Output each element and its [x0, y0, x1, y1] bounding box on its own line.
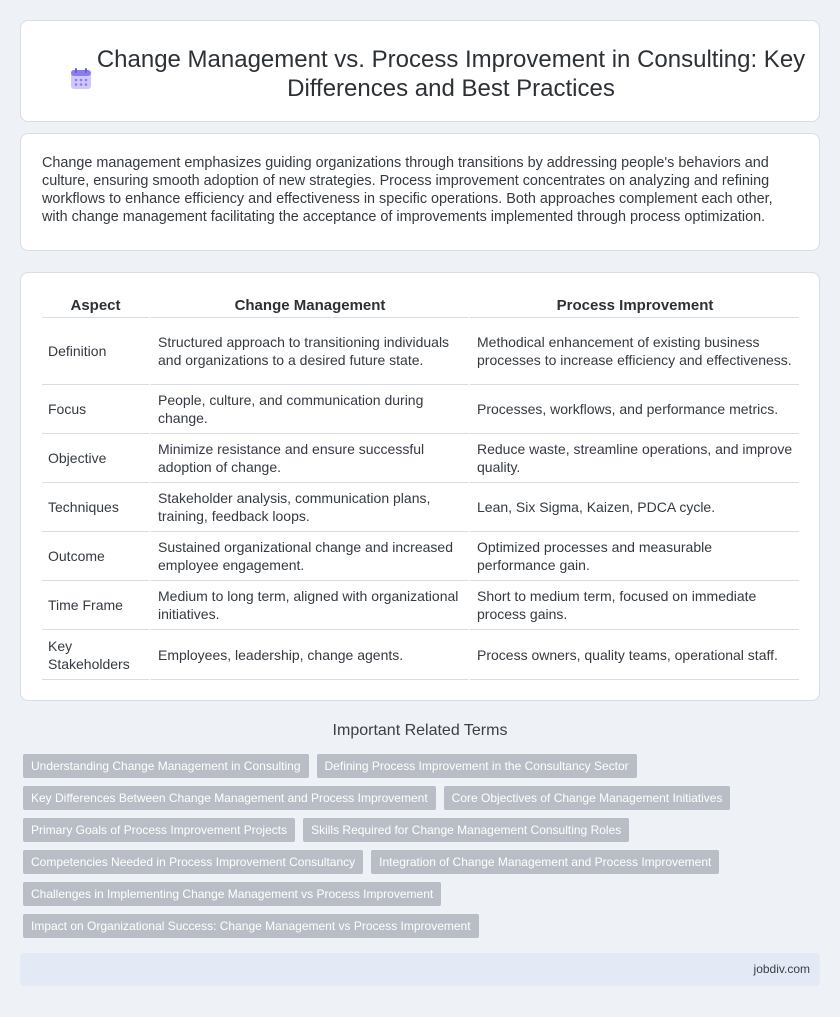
table-header-row [42, 291, 799, 318]
table-cell-aspect: Techniques [42, 483, 149, 532]
table-cell-change-management: Structured approach to transitioning individuals and organizations to a desired future state. [149, 318, 468, 385]
table-cell-aspect: Key Stakeholders [42, 630, 149, 680]
title-card [20, 20, 820, 122]
table-row [42, 385, 799, 434]
related-term-tag[interactable]: Core Objectives of Change Management Initiatives [444, 786, 731, 810]
tag-row [23, 754, 823, 778]
table-cell-aspect: Time Frame [42, 581, 149, 630]
table-cell-change-management: Minimize resistance and ensure successful adoption of change. [149, 434, 468, 483]
calendar-icon [69, 67, 93, 91]
table-row [42, 434, 799, 483]
comparison-table [42, 291, 799, 680]
table-cell-change-management: Medium to long term, aligned with organizational initiatives. [149, 581, 468, 630]
table-cell-process-improvement: Reduce waste, streamline operations, and improve quality. [468, 434, 799, 483]
related-term-tag[interactable]: Understanding Change Management in Consulting [23, 754, 309, 778]
column-header-process-improvement: Process Improvement [468, 291, 799, 318]
table-cell-process-improvement: Processes, workflows, and performance metrics. [468, 385, 799, 434]
related-term-tag[interactable]: Impact on Organizational Success: Change Management vs Process Improvement [23, 914, 479, 938]
table-cell-aspect: Outcome [42, 532, 149, 581]
tag-row [23, 882, 823, 906]
tag-row [23, 850, 823, 874]
related-term-tag[interactable]: Key Differences Between Change Management and Process Improvement [23, 786, 436, 810]
table-cell-process-improvement: Lean, Six Sigma, Kaizen, PDCA cycle. [468, 483, 799, 532]
intro-paragraph: Change management emphasizes guiding organizations through transitions by addressing people's behaviors and culture, ensuring smooth adoption of new strategies. Process improvement concentrates on analyzing and refining workflows to enhance efficiency and effectiveness in specific operations. Both approaches complement each other, with change management facilitating the acceptance of improvements implemented through process optimization. [42, 155, 773, 225]
comparison-card [20, 272, 820, 701]
related-terms-list [23, 754, 823, 946]
table-row [42, 483, 799, 532]
table-cell-change-management: Sustained organizational change and increased employee engagement. [149, 532, 468, 581]
footer [20, 953, 820, 986]
table-row [42, 318, 799, 385]
table-row [42, 630, 799, 680]
tag-row [23, 818, 823, 842]
table-cell-process-improvement: Optimized processes and measurable performance gain. [468, 532, 799, 581]
table-row [42, 581, 799, 630]
table-cell-process-improvement: Process owners, quality teams, operational staff. [468, 630, 799, 680]
column-header-aspect: Aspect [42, 291, 149, 318]
page-title: Change Management vs. Process Improvement in Consulting: Key Differences and Best Practices [96, 46, 806, 102]
table-row [42, 532, 799, 581]
related-term-tag[interactable]: Defining Process Improvement in the Consultancy Sector [317, 754, 637, 778]
related-term-tag[interactable]: Challenges in Implementing Change Management vs Process Improvement [23, 882, 441, 906]
related-term-tag[interactable]: Skills Required for Change Management Consulting Roles [303, 818, 629, 842]
table-cell-change-management: Stakeholder analysis, communication plans, training, feedback loops. [149, 483, 468, 532]
table-cell-aspect: Objective [42, 434, 149, 483]
tag-row [23, 786, 823, 810]
table-cell-change-management: People, culture, and communication during change. [149, 385, 468, 434]
intro-card [20, 133, 820, 251]
related-term-tag[interactable]: Integration of Change Management and Process Improvement [371, 850, 719, 874]
related-terms-heading: Important Related Terms [332, 722, 508, 739]
related-term-tag[interactable]: Competencies Needed in Process Improvement Consultancy [23, 850, 363, 874]
table-cell-aspect: Focus [42, 385, 149, 434]
table-cell-change-management: Employees, leadership, change agents. [149, 630, 468, 680]
table-cell-process-improvement: Methodical enhancement of existing business processes to increase efficiency and effectiveness. [468, 318, 799, 385]
related-term-tag[interactable]: Primary Goals of Process Improvement Projects [23, 818, 295, 842]
table-cell-aspect: Definition [42, 318, 149, 385]
footer-site-link[interactable]: jobdiv.com [753, 962, 810, 976]
table-cell-process-improvement: Short to medium term, focused on immediate process gains. [468, 581, 799, 630]
tag-row [23, 914, 823, 938]
column-header-change-management: Change Management [149, 291, 468, 318]
